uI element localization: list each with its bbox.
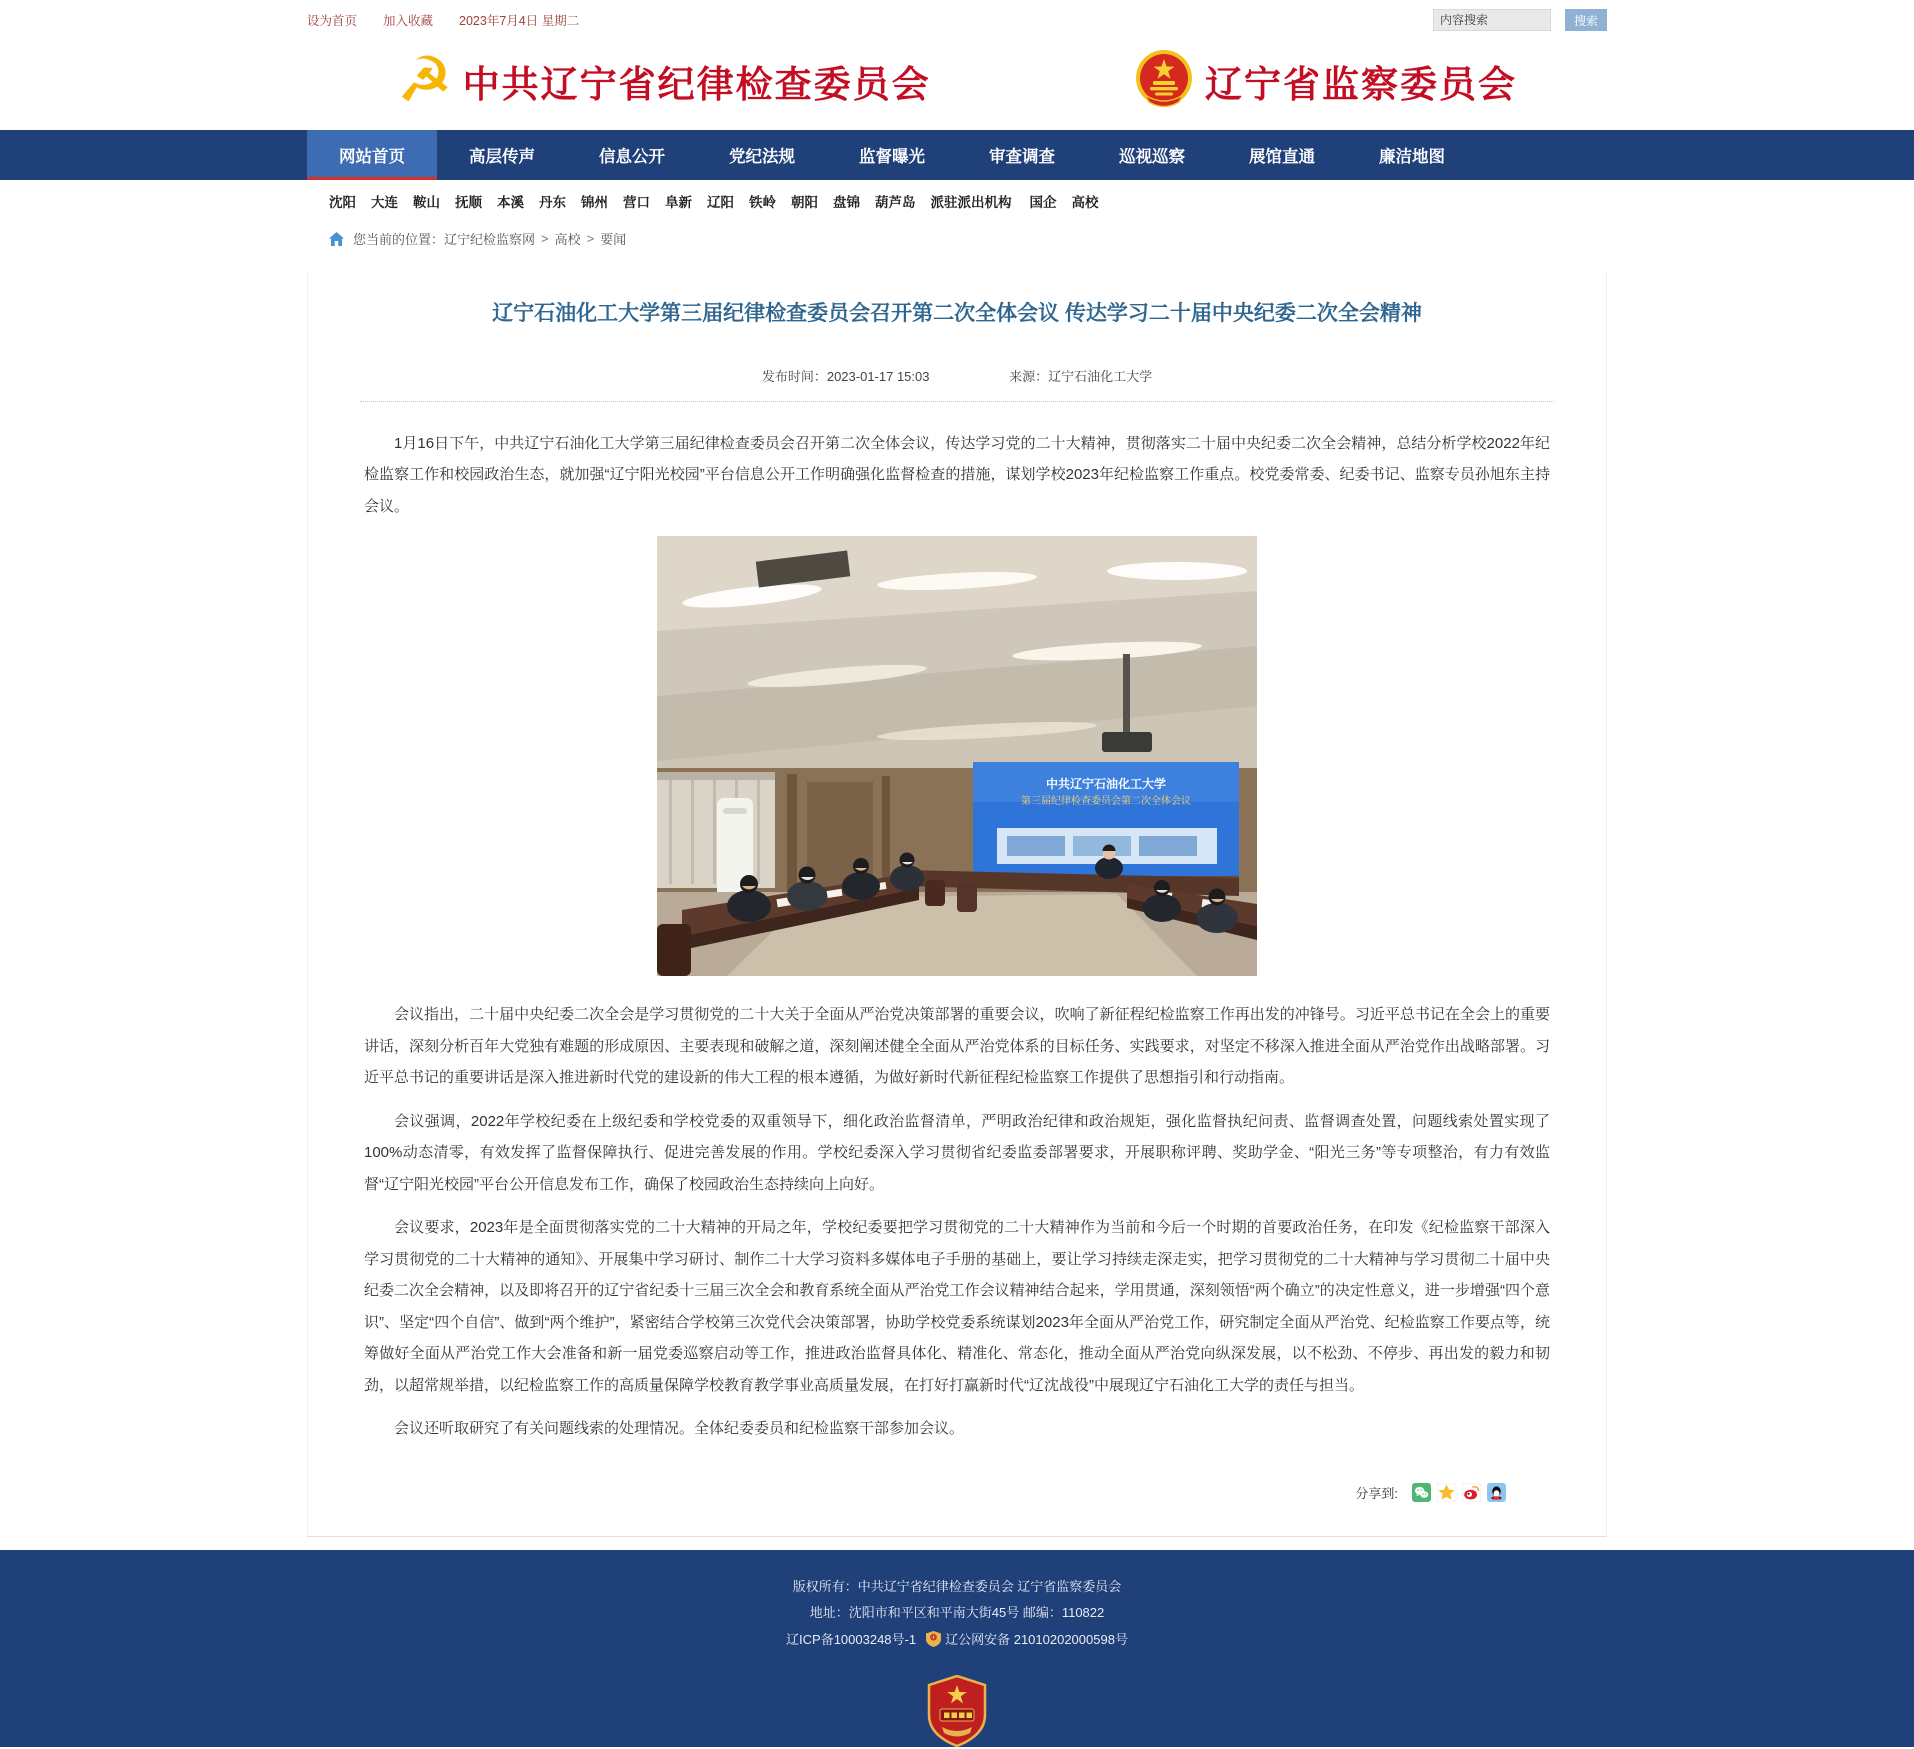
footer-registration — [0, 1627, 1914, 1657]
nav-item-info-disclosure[interactable]: 信息公开 — [599, 148, 665, 166]
city-link-jinzhou[interactable]: 锦州 — [581, 195, 608, 210]
supervisory-commission-logo[interactable] — [1135, 49, 1517, 112]
breadcrumb-separator: > — [541, 231, 549, 246]
footer-honor-badge — [0, 1657, 1914, 1747]
publish-time: 发布时间：2023-01-17 15:03 — [761, 368, 930, 384]
city-links-bar — [307, 180, 1607, 220]
icp-number[interactable]: 辽ICP备10003248号-1 — [786, 1631, 917, 1647]
article-paragraph: 会议强调，2022年学校纪委在上级纪委和学校党委的双重领导下，细化政治监督清单，严明政治纪律和政治规矩，强化监督执纪问责、监督调查处置，问题线索处置实现了100%动态清零，有效发挥了监督保障执行、促进完善发展的作用。学校纪委深入学习贯彻省纪委监委部署要求，开展职称评聘、奖助学金、“阳光三务”等专项整治，有力有效监督“辽宁阳光校园”平台公开信息发布工作，确保了校园政治生态持续向上向好。 — [364, 1112, 1550, 1193]
site-footer — [0, 1550, 1914, 1747]
city-link-shenyang[interactable]: 沈阳 — [329, 195, 356, 210]
share-bar — [356, 1457, 1558, 1536]
breadcrumb-separator: > — [586, 231, 595, 246]
city-link-fushun[interactable]: 抚顺 — [455, 195, 482, 210]
nav-item-exhibition[interactable]: 展馆直通 — [1249, 148, 1315, 166]
meeting-room-photo — [657, 536, 1257, 976]
link-state-enterprises[interactable]: 国企 — [1029, 195, 1057, 210]
city-link-liaoyang[interactable]: 辽阳 — [707, 195, 734, 210]
article — [307, 272, 1607, 1536]
home-icon[interactable] — [329, 232, 344, 246]
discipline-commission-logo[interactable] — [397, 45, 931, 115]
city-link-anshan[interactable]: 鞍山 — [413, 195, 440, 210]
qzone-icon[interactable] — [1437, 1483, 1456, 1502]
nav-item-integrity-map[interactable]: 廉洁地图 — [1379, 148, 1445, 166]
breadcrumb-category[interactable]: 高校 — [554, 232, 581, 247]
city-link-benxi[interactable]: 本溪 — [497, 195, 524, 210]
city-link-fuxin[interactable]: 阜新 — [665, 195, 692, 210]
party-emblem-icon: ☭ — [397, 45, 453, 115]
nav-item-party-rules[interactable]: 党纪法规 — [729, 148, 795, 166]
city-link-yingkou[interactable]: 营口 — [623, 195, 650, 210]
breadcrumb — [307, 220, 1607, 258]
breadcrumb-subcategory[interactable]: 要闻 — [600, 232, 627, 247]
article-bottom-divider — [307, 1536, 1607, 1550]
article-paragraph: 会议还听取研究了有关问题线索的处理情况。全体纪委委员和纪检监察干部参加会议。 — [394, 1420, 965, 1438]
photo-screen-line1: 中共辽宁石油化工大学 — [1045, 777, 1167, 792]
top-utility-bar — [0, 0, 1914, 35]
police-registration-number[interactable]: 辽公网安备 21010202000598号 — [945, 1631, 1128, 1647]
article-paragraph: 会议指出，二十届中央纪委二次全会是学习贯彻党的二十大关于全面从严治党决策部署的重要会议，吹响了新征程纪检监察工作再出发的冲锋号。习近平总书记在全会上的重要讲话，深刻分析百年大党独有难题的形成原因、主要表现和破解之道，深刻阐述健全全面从严治党体系的目标任务、实践要求，对坚定不移深入推进全面从严治党作出战略部署。习近平总书记的重要讲话是深入推进新时代党的建设新的伟大工程的根本遵循，为做好新时代新征程纪检监察工作提供了思想指引和行动指南。 — [364, 1006, 1550, 1087]
city-link-panjin[interactable]: 盘锦 — [833, 195, 860, 210]
breadcrumb-site[interactable]: 辽宁纪检监察网 — [444, 232, 536, 247]
article-source: 来源：辽宁石油化工大学 — [1009, 368, 1153, 384]
city-link-dandong[interactable]: 丹东 — [539, 195, 566, 210]
search-input[interactable] — [1433, 9, 1551, 31]
photo-screen-line2: 第三届纪律检查委员会第二次全体会议 — [1021, 796, 1191, 808]
article-paragraph: 1月16日下午，中共辽宁石油化工大学第三届纪律检查委员会召开第二次全体会议，传达学习党的二十大精神，贯彻落实二十届中央纪委二次全会精神，总结分析学校2022年纪检监察工作和校园政治生态，就加强“辽宁阳光校园”平台信息公开工作明确强化监督检查的措施，谋划学校2023年纪检监察工作重点。校党委常委、纪委书记、监察专员孙旭东主持会议。 — [364, 434, 1550, 515]
supervisory-commission-name: 辽宁省监察委员会 — [1205, 64, 1517, 106]
breadcrumb-prefix: 您当前的位置： — [353, 232, 445, 247]
nav-item-voices[interactable]: 高层传声 — [469, 148, 535, 166]
link-universities[interactable]: 高校 — [1071, 195, 1099, 210]
article-title: 辽宁石油化工大学第三届纪律检查委员会召开第二次全体会议 传达学习二十届中央纪委二次全会精神 — [492, 302, 1422, 326]
site-search — [1433, 9, 1607, 31]
wechat-icon[interactable] — [1412, 1483, 1431, 1502]
article-photo-wrap — [364, 536, 1550, 981]
city-link-chaoyang[interactable]: 朝阳 — [791, 195, 818, 210]
nav-item-supervision-exposure[interactable]: 监督曝光 — [859, 148, 925, 166]
main-navigation — [0, 130, 1914, 180]
police-badge-icon — [926, 1630, 941, 1657]
article-paragraph: 会议要求，2023年是全面贯彻落实党的二十大精神的开局之年，学校纪委要把学习贯彻党的二十大精神作为当前和今后一个时期的首要政治任务，在印发《纪检监察干部深入学习贯彻党的二十大精神的通知》、开展集中学习研讨、制作二十大学习资料多媒体电子手册的基础上，要让学习持续走深走实，把学习贯彻党的二十大精神与学习贯彻二十届中央纪委二次全会精神，以及即将召开的辽宁省纪委十三届三次全会和教育系统全面从严治党工作会议精神结合起来，学用贯通，深刻领悟“两个确立”的决定性意义，进一步增强“四个意识”、坚定“四个自信”、做到“两个维护”，紧密结合学校第三次党代会决策部署，协助学校党委系统谋划2023年全面从严治党工作，研究制定全面从严治党、纪检监察工作要点等，统筹做好全面从严治党工作大会准备和新一届党委巡察启动等工作，推进政治监督具体化、精准化、常态化，推动全面从严治党向纵深发展，以不松劲、不停步、再出发的毅力和韧劲，以超常规举措，以纪检监察工作的高质量保障学校教育教学事业高质量发展，在打好打赢新时代“辽沈战役”中展现辽宁石油化工大学的责任与担当。 — [364, 1219, 1550, 1394]
nav-item-investigation[interactable]: 审查调查 — [989, 148, 1055, 166]
nav-item-home[interactable]: 网站首页 — [307, 130, 437, 180]
current-date: 2023年7月4日 星期二 — [459, 14, 580, 28]
search-button[interactable]: 搜索 — [1565, 9, 1607, 31]
set-homepage-link[interactable]: 设为首页 — [307, 14, 358, 28]
footer-copyright: 版权所有：中共辽宁省纪律检查委员会 辽宁省监察委员会 — [792, 1578, 1122, 1594]
weibo-icon[interactable] — [1462, 1483, 1481, 1502]
city-link-huludao[interactable]: 葫芦岛 — [875, 195, 916, 210]
article-body — [356, 402, 1558, 1445]
site-header — [307, 35, 1607, 130]
discipline-commission-name: 中共辽宁省纪律检查委员会 — [462, 64, 931, 106]
city-link-dalian[interactable]: 大连 — [371, 195, 398, 210]
link-dispatched-agencies[interactable]: 派驻派出机构 — [930, 195, 1012, 210]
share-label: 分享到: — [1355, 1485, 1398, 1501]
national-emblem-icon — [1135, 49, 1193, 112]
qq-icon[interactable] — [1487, 1483, 1506, 1502]
article-meta — [360, 344, 1554, 402]
nav-item-inspection[interactable]: 巡视巡察 — [1119, 148, 1185, 166]
footer-address: 地址：沈阳市和平区和平南大街45号 邮编：110822 — [809, 1605, 1105, 1621]
city-link-tieling[interactable]: 铁岭 — [749, 195, 776, 210]
add-favorite-link[interactable]: 加入收藏 — [383, 14, 434, 28]
